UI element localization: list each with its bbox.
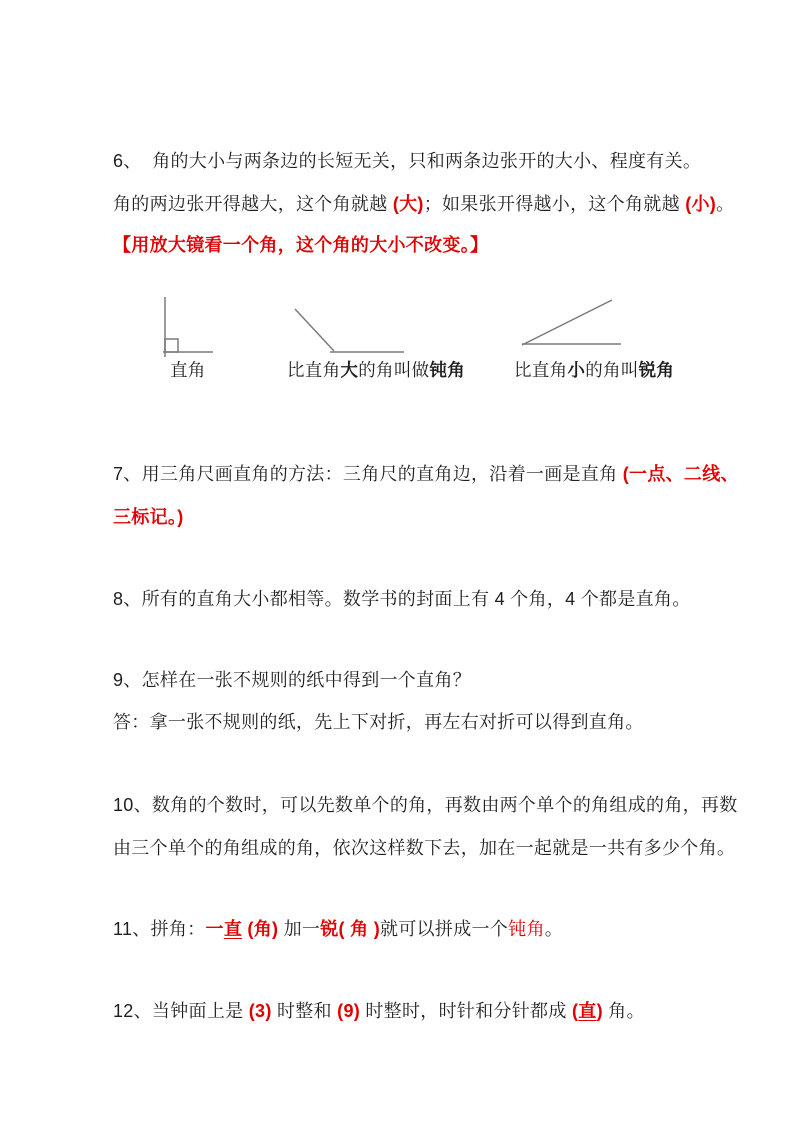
note-item-7-line-1 [113,462,739,486]
note-item-9-answer [113,710,644,734]
text-segment: 10、数角的个数时，可以先数单个的角，再数由两个单个的角组成的角，再数 [113,795,738,815]
text-segment: 大 [340,360,359,380]
text-segment: 6、 角的大小与两条边的长短无关，只和两条边张开的大小、程度有关。 [113,151,702,171]
text-segment: (角) [242,919,284,939]
text-segment: 就可以拼成一个 [380,919,509,939]
text-segment: 时整时，时针和分针都成 [360,1001,572,1021]
text-segment: 钝角 [429,360,466,380]
text-segment: 的角叫 [585,360,639,380]
text-segment: 直 [578,1001,597,1021]
text-segment: 三标记。) [113,507,184,527]
note-item-12 [113,999,645,1023]
text-segment: ( [571,1001,579,1021]
text-segment: 角。 [602,1001,645,1021]
text-segment: 8、所有的直角大小都相等。数学书的封面上有 4 个角，4 个都是直角。 [113,589,691,609]
text-segment: 加一 [283,919,321,939]
acute-angle-figure [522,300,621,345]
text-segment: ；如果张开得越小，这个角就越 [423,194,686,214]
text-segment: (大) [392,194,424,214]
note-item-7-line-2 [113,505,184,529]
text-segment: 【用放大镜看一个角，这个角的大小不改变。】 [113,235,489,255]
text-segment: 7、用三角尺画直角的方法：三角尺的直角边，沿着一画是直角 [113,464,623,484]
text-segment: 答：拿一张不规则的纸，先上下对折，再左右对折可以得到直角。 [113,712,644,732]
note-item-11 [113,917,563,941]
text-segment: ) [596,1001,603,1021]
text-segment: 由三个单个的角组成的角，依次这样数下去，加在一起就是一共有多少个角。 [113,838,736,858]
text-segment: 。 [544,919,564,939]
text-segment: 直角 [170,360,206,380]
text-segment: 角的两边张开得越大，这个角就越 [113,194,393,214]
note-item-8 [113,587,691,611]
obtuse-angle-label [287,357,465,382]
note-item-9-question [113,668,471,692]
note-item-6-line-1 [113,149,701,173]
note-item-10-line-1 [113,793,738,817]
text-segment: 。 [716,194,735,214]
acute-angle-label [514,357,674,382]
right-angle-label [170,357,206,382]
text-segment: (9) [337,1001,361,1021]
text-segment: 钝角 [508,919,545,939]
text-segment: (一点、二线、 [622,464,739,484]
right-angle-figure [163,297,213,357]
text-segment: (3) [248,1001,272,1021]
text-segment: 锐( 角 ) [320,919,381,939]
text-segment: 比直角 [514,360,568,380]
text-segment: 9、怎样在一张不规则的纸中得到一个直角？ [113,670,472,690]
text-segment: 12、当钟面上是 [113,1001,249,1021]
text-segment: 比直角 [287,360,341,380]
text-segment: 一 [205,919,224,939]
text-segment: 锐角 [638,360,675,380]
text-segment: (小) [685,194,717,214]
text-segment: 11、拼角： [113,919,206,939]
obtuse-angle-figure [295,309,404,352]
text-segment: 时整和 [271,1001,338,1021]
note-item-6-line-2 [113,192,734,216]
note-item-6-remark [113,233,488,257]
text-segment: 的角叫做 [358,360,430,380]
text-segment: 小 [567,360,586,380]
note-item-10-line-2 [113,836,735,860]
text-segment: 直 [223,919,243,939]
